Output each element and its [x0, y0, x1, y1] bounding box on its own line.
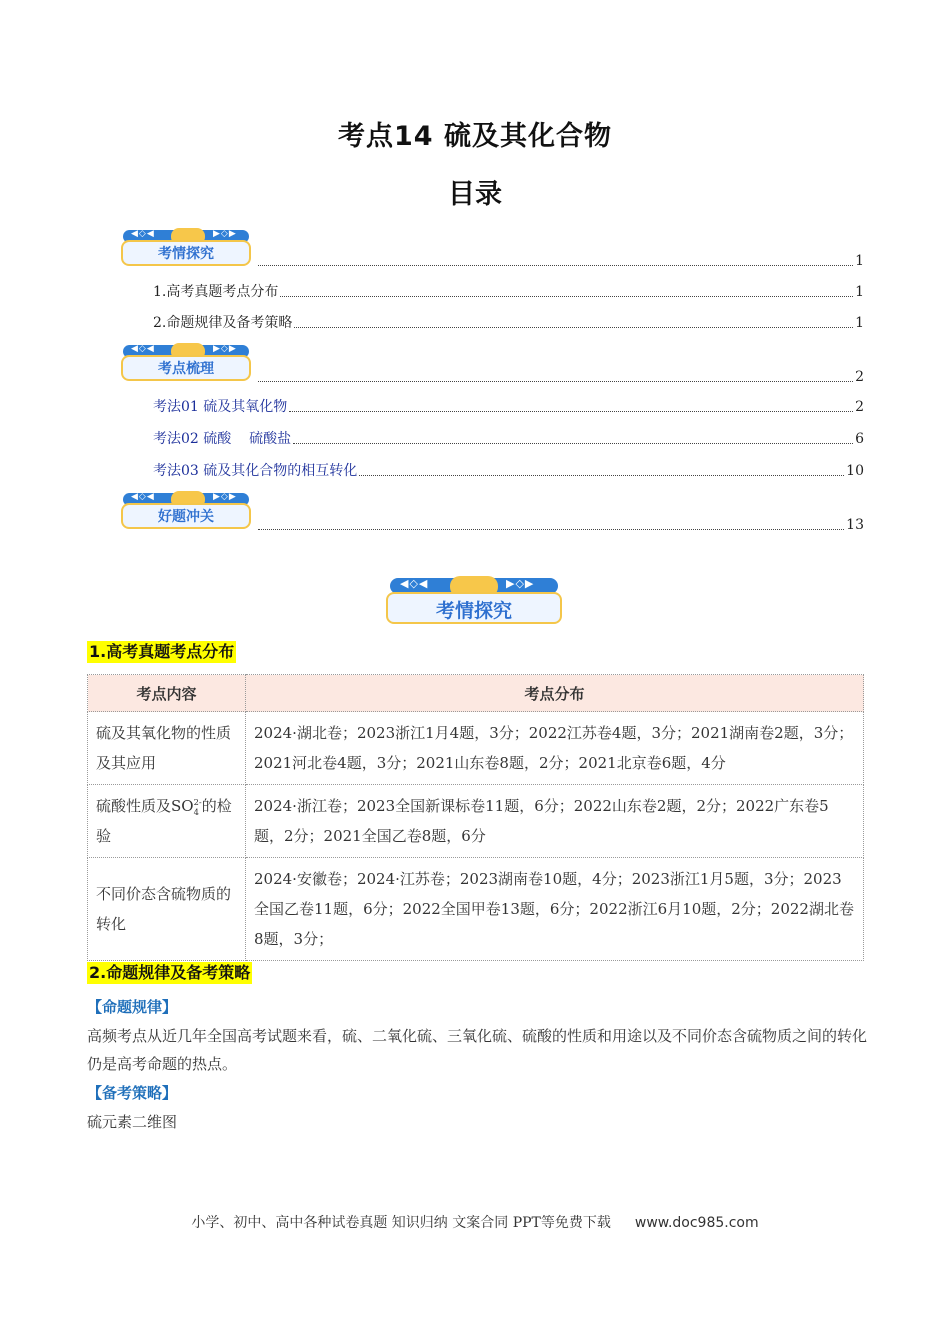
table-cell-topic: 硫及其氧化物的性质及其应用	[88, 712, 246, 785]
badge-label: 考情探究	[435, 600, 512, 622]
table-header-row	[88, 675, 864, 712]
arrow-right-icon: ▶◇▶	[506, 577, 535, 590]
arrow-left-icon: ◀◇◀	[131, 229, 155, 239]
table-header-distribution: 考点分布	[246, 675, 864, 712]
document-title: 考点14 硫及其化合物	[338, 121, 612, 152]
table-cell-topic: 不同价态含硫物质的转化	[88, 858, 246, 961]
rule-label: 【命题规律】	[87, 998, 178, 1016]
strategy-text: 硫元素二维图	[87, 1113, 178, 1131]
rule-text: 高频考点从近几年全国高考试题来看，硫、二氧化硫、三氧化硫、硫酸的性质和用途以及不同价态含硫物质之间的转化仍是高考命题的热点。	[87, 1027, 868, 1073]
badge-kqtj-section	[386, 578, 562, 624]
badge-label: 好题冲关	[158, 509, 214, 525]
badge-label: 考情探究	[158, 246, 214, 262]
badge-kdsl	[121, 345, 251, 381]
table-cell-distribution: 2024·安徽卷；2024·江苏卷；2023湖南卷10题，4分；2023浙江1月5题，3分；2023全国乙卷11题，6分；2022全国甲卷13题，6分；2022浙江6月10题，2分；2022湖北卷8题，3分；	[246, 858, 864, 961]
badge-kqtj-toc	[121, 230, 251, 266]
table-row	[88, 712, 864, 785]
arrow-left-icon: ◀◇◀	[400, 577, 429, 590]
table-cell-topic: 硫酸性质及SO 2- 4 的检验	[88, 785, 246, 858]
toc-entry-kf03[interactable]: 考法03 硫及其化合物的相互转化 10	[153, 463, 864, 479]
toc-entry-kf01[interactable]: 考法01 硫及其氧化物 2	[153, 399, 864, 415]
table-row	[88, 858, 864, 961]
arrow-right-icon: ▶◇▶	[213, 492, 237, 502]
exam-distribution-table	[87, 674, 864, 961]
toc-title: 目录	[448, 179, 502, 210]
table-cell-distribution: 2024·湖北卷；2023浙江1月4题，3分；2022江苏卷4题，3分；2021湖南卷2题，3分；2021河北卷4题，3分；2021山东卷8题，2分；2021北京卷6题，4分	[246, 712, 864, 785]
arrow-right-icon: ▶◇▶	[213, 229, 237, 239]
badge-label: 考点梳理	[158, 361, 214, 377]
toc-entry-1[interactable]: 1.高考真题考点分布 1	[153, 284, 864, 300]
footer-url[interactable]: www.doc985.com	[634, 1215, 759, 1231]
table-header-topic: 考点内容	[88, 675, 246, 712]
strategy-label: 【备考策略】	[87, 1084, 178, 1102]
footer-text: 小学、初中、高中各种试卷真题 知识归纳 文案合同 PPT等免费下载	[191, 1215, 611, 1231]
arrow-right-icon: ▶◇▶	[213, 344, 237, 354]
table-cell-distribution: 2024·浙江卷；2023全国新课标卷11题，6分；2022山东卷2题，2分；2022广东卷5题，2分；2021全国乙卷8题，6分	[246, 785, 864, 858]
arrow-left-icon: ◀◇◀	[131, 492, 155, 502]
toc-entry-2[interactable]: 2.命题规律及备考策略 1	[153, 315, 864, 331]
toc-entry-kdsl[interactable]: 2	[256, 368, 864, 386]
toc-entry-kqtj[interactable]: 1	[256, 252, 864, 270]
toc-entry-kf02[interactable]: 考法02 硫酸 硫酸盐 6	[153, 431, 864, 447]
page-footer	[0, 1212, 950, 1232]
badge-htcg	[121, 493, 251, 529]
section1-heading: 1.高考真题考点分布	[89, 642, 235, 661]
table-row	[88, 785, 864, 858]
section2-heading: 2.命题规律及备考策略	[89, 963, 251, 982]
arrow-left-icon: ◀◇◀	[131, 344, 155, 354]
toc-entry-htcg[interactable]: 13	[256, 516, 864, 534]
